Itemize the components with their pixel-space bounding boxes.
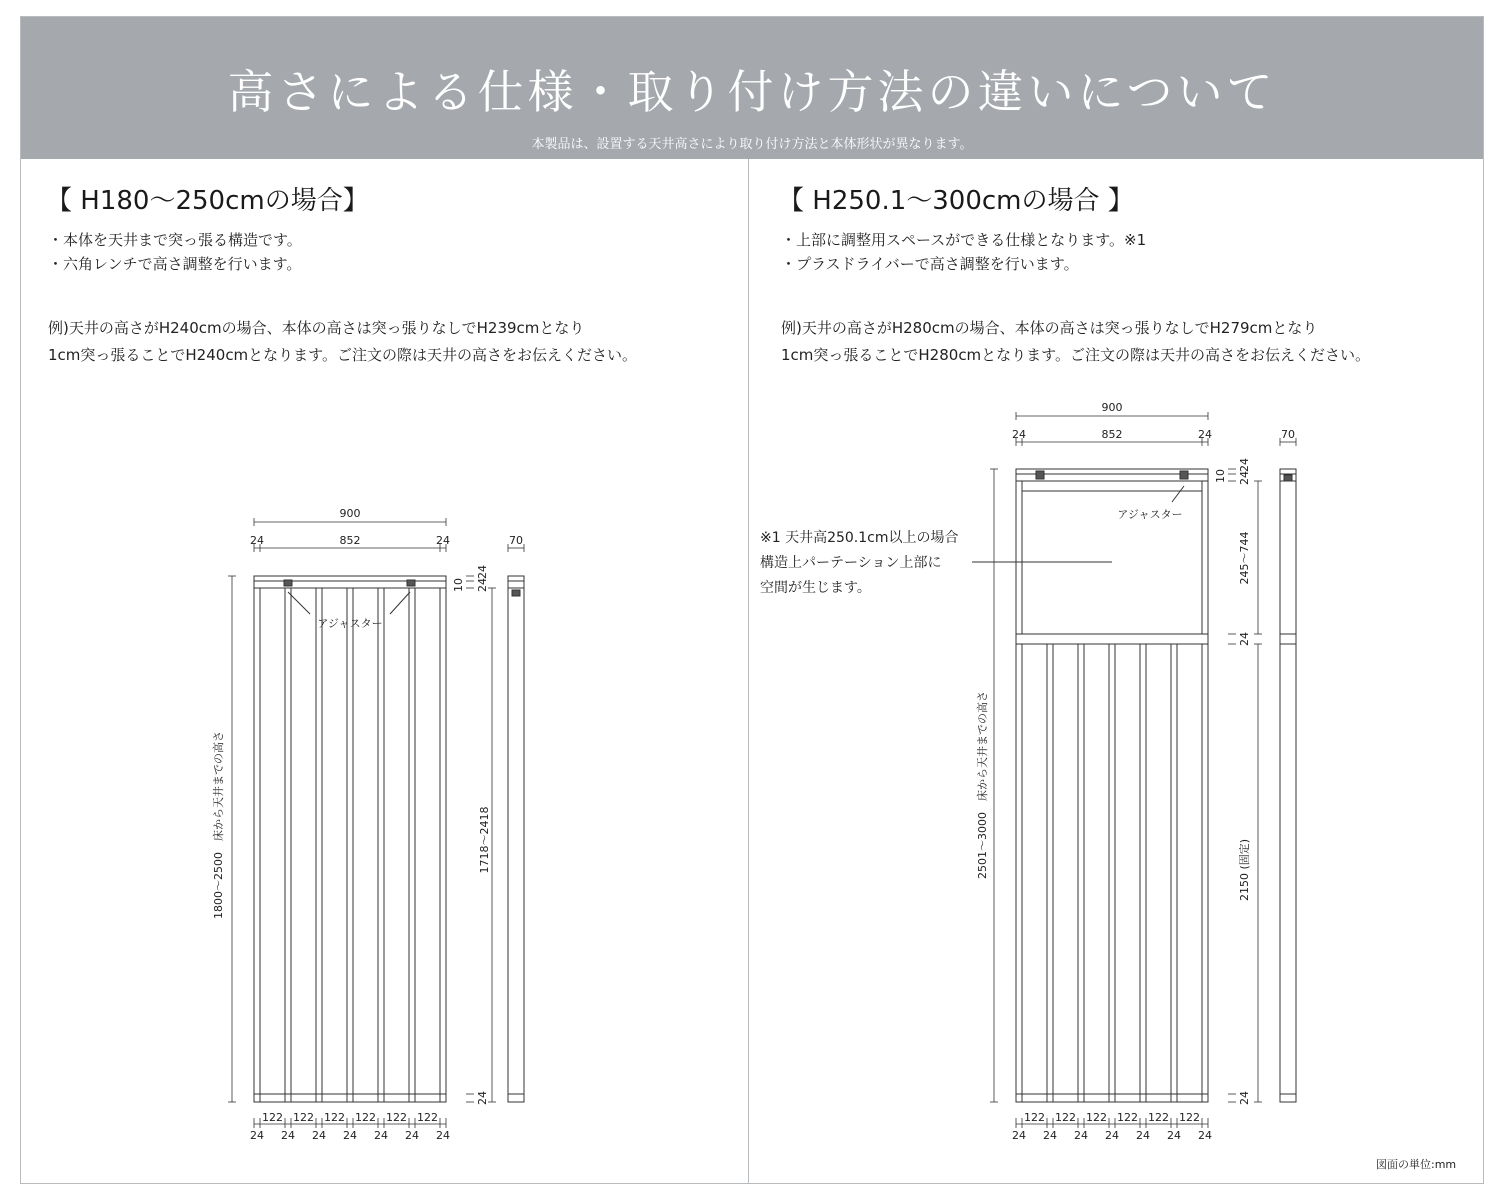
right-gap-label: 122 — [1179, 1111, 1200, 1124]
right-post-label: 24 — [1012, 1129, 1026, 1142]
left-heading: 【 H180〜250cmの場合】 — [46, 186, 369, 216]
right-bullet-2: ・プラスドライバーで高さ調整を行います。 — [781, 255, 1079, 273]
right-dim-10: 10 — [1214, 469, 1227, 483]
left-post-label: 24 — [405, 1129, 419, 1142]
right-dim-24-bottom: 24 — [1238, 1091, 1251, 1105]
right-dim-24-mid: 24 — [1238, 632, 1251, 646]
left-dimension-labels — [211, 507, 523, 1105]
right-note-line-2: 構造上パーテーション上部に — [760, 555, 942, 571]
right-dim-70: 70 — [1281, 428, 1295, 441]
left-total-height: 1800〜2500 床から天井までの高さ — [212, 731, 225, 919]
left-post-label: 24 — [374, 1129, 388, 1142]
right-post-label: 24 — [1105, 1129, 1119, 1142]
left-gap-label: 122 — [324, 1111, 345, 1124]
right-post-label: 24 — [1198, 1129, 1212, 1142]
right-adjuster-label: アジャスター — [1117, 508, 1183, 521]
left-example-line-1: 例)天井の高さがH240cmの場合、本体の高さは突っ張りなしでH239cmとなり — [48, 319, 585, 337]
left-gap-label: 122 — [355, 1111, 376, 1124]
left-example-line-2: 1cm突っ張ることでH240cmとなります。ご注文の際は天井の高さをお伝えください。 — [48, 346, 637, 364]
left-post-label: 24 — [312, 1129, 326, 1142]
right-post-label: 24 — [1136, 1129, 1150, 1142]
right-dim-24-top-a: 24 — [1238, 458, 1251, 472]
left-dim-24-top-a: 24 — [476, 565, 489, 579]
unit-note: 図面の単位:mm — [1376, 1158, 1457, 1171]
right-dim-24-top-b: 24 — [1238, 471, 1251, 485]
right-dim-852: 852 — [1101, 428, 1123, 441]
left-body-height: 1718〜2418 — [478, 806, 491, 874]
left-adjuster-label: アジャスター — [317, 617, 383, 630]
left-dim-10: 10 — [452, 578, 465, 592]
left-post-label: 24 — [250, 1129, 264, 1142]
right-gap-label: 122 — [1148, 1111, 1169, 1124]
right-gap-labels — [1012, 1111, 1212, 1142]
left-bullet-1: ・本体を天井まで突っ張る構造です。 — [48, 231, 302, 249]
left-dim-24-left: 24 — [250, 534, 264, 547]
right-gap-label: 122 — [1086, 1111, 1107, 1124]
right-side-elevation — [1280, 469, 1296, 1102]
right-gap-label: 122 — [1117, 1111, 1138, 1124]
right-bullet-1: ・上部に調整用スペースができる仕様となります。※1 — [781, 231, 1147, 249]
right-total-height: 2501〜3000 床から天井までの高さ — [976, 691, 989, 879]
right-fixed-height: 2150 (固定) — [1238, 838, 1251, 902]
left-gap-label: 122 — [293, 1111, 314, 1124]
right-gap-label: 122 — [1055, 1111, 1076, 1124]
right-front-elevation — [972, 469, 1208, 1102]
right-note-line-1: ※1 天井高250.1cm以上の場合 — [760, 530, 959, 546]
left-side-elevation — [508, 576, 524, 1102]
left-gap-label: 122 — [417, 1111, 438, 1124]
right-example-line-2: 1cm突っ張ることでH280cmとなります。ご注文の際は天井の高さをお伝えください。 — [781, 346, 1370, 364]
right-dim-900: 900 — [1101, 401, 1123, 414]
left-post-label: 24 — [343, 1129, 357, 1142]
right-dim-24-left: 24 — [1012, 428, 1026, 441]
left-dim-24-right: 24 — [436, 534, 450, 547]
left-post-label: 24 — [436, 1129, 450, 1142]
page-title: 高さによる仕様・取り付け方法の違いについて — [227, 65, 1277, 119]
right-heading: 【 H250.1〜300cmの場合 】 — [778, 186, 1134, 216]
right-gap-label: 122 — [1024, 1111, 1045, 1124]
left-gap-label: 122 — [386, 1111, 407, 1124]
left-dim-24-bottom: 24 — [476, 1091, 489, 1105]
left-dim-900: 900 — [339, 507, 361, 520]
left-gap-labels — [250, 1111, 450, 1142]
right-note-line-3: 空間が生じます。 — [760, 580, 871, 596]
right-dimension-labels — [975, 401, 1295, 1105]
right-post-label: 24 — [1043, 1129, 1057, 1142]
left-gap-label: 122 — [262, 1111, 283, 1124]
right-example-line-1: 例)天井の高さがH280cmの場合、本体の高さは突っ張りなしでH279cmとなり — [781, 319, 1318, 337]
right-adjust-height: 245〜744 — [1238, 531, 1251, 585]
left-front-elevation — [254, 576, 446, 1102]
right-dim-24-right: 24 — [1198, 428, 1212, 441]
left-dim-70: 70 — [509, 534, 523, 547]
left-dim-852: 852 — [339, 534, 361, 547]
right-post-label: 24 — [1074, 1129, 1088, 1142]
right-post-label: 24 — [1167, 1129, 1181, 1142]
page-subtitle: 本製品は、設置する天井高さにより取り付け方法と本体形状が異なります。 — [531, 137, 973, 152]
left-post-label: 24 — [281, 1129, 295, 1142]
left-dim-24-top-b: 24 — [476, 578, 489, 592]
left-bullet-2: ・六角レンチで高さ調整を行います。 — [48, 255, 302, 273]
